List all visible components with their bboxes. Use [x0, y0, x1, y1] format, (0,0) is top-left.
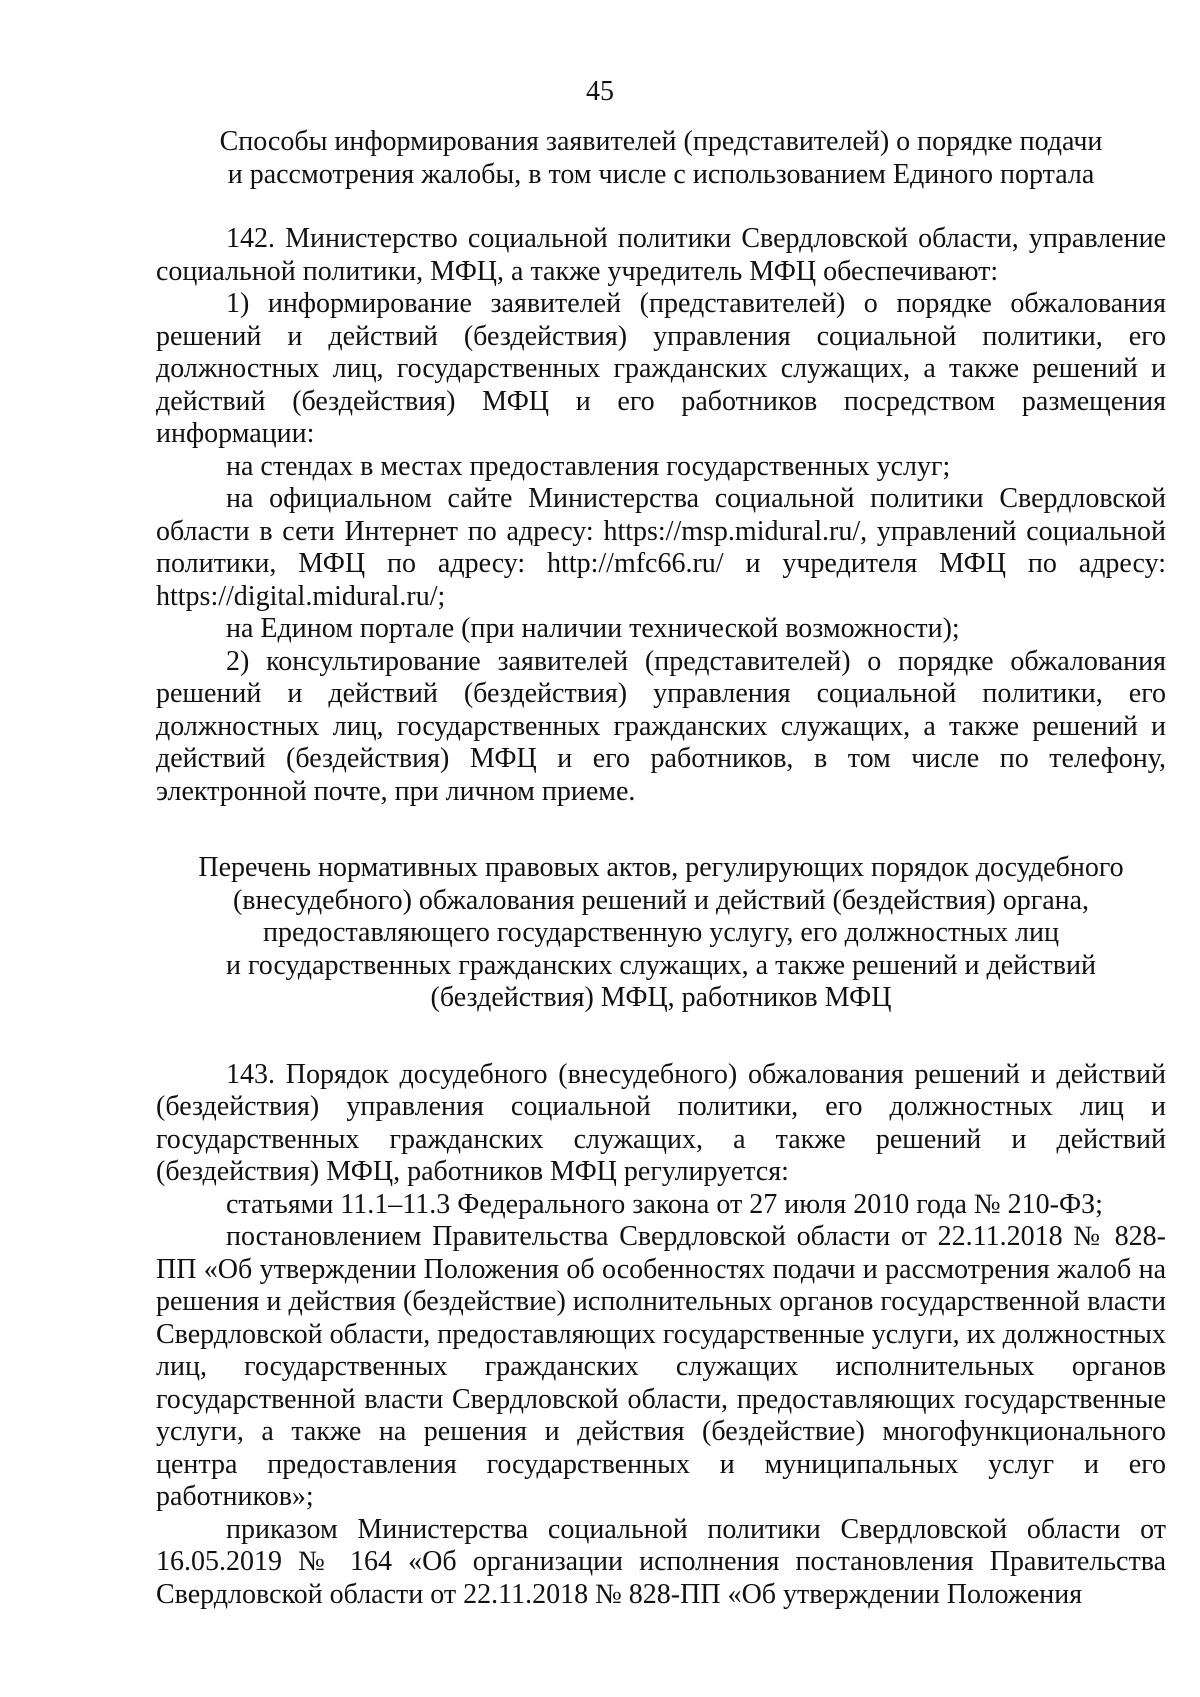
document-body	[156, 126, 1166, 1611]
heading-line: и рассмотрения жалобы, в том числе с использованием Единого портала	[227, 158, 1095, 190]
paragraph-federal-law: статьями 11.1–11.3 Федерального закона от 27 июля 2010 года № 210-ФЗ;	[226, 1188, 1103, 1220]
page-number: 45	[586, 76, 614, 107]
heading-line: (бездействия) МФЦ, работников МФЦ	[430, 982, 892, 1013]
paragraph-143: 143. Порядок досудебного (внесудебного) обжалования решений и действий (бездействия) управления социальной политики, его должностных лиц и государственных гражданских служащих, а также решений и действий (бездействия) МФЦ, работников МФЦ регулируется:	[156, 1058, 1166, 1187]
heading-line: Способы информирования заявителей (представителей) о порядке подачи	[219, 126, 1103, 157]
paragraph-websites: на официальном сайте Министерства социальной политики Свердловской области в сети Интернет по адресу: https://msp.midural.ru/, управлений социальной политики, МФЦ по адресу: http://mfc66.ru/ и учредителя МФЦ по адресу: https://digital.midural.ru/;	[156, 483, 1166, 612]
paragraph-stands: на стендах в местах предоставления государственных услуг;	[226, 450, 951, 482]
paragraph-item-2: 2) консультирование заявителей (представителей) о порядке обжалования решений и действий (бездействия) управления социальной политики, его должностных лиц, государственных гражданских служащих, а также решений и действий (бездействия) МФЦ и его работников, в том числе по телефону, электронной почте, при личном приеме.	[156, 645, 1166, 807]
paragraph-142: 142. Министерство социальной политики Свердловской области, управление социальной политики, МФЦ, а также учредитель МФЦ обеспечивают:	[156, 223, 1166, 287]
paragraph-item-1: 1) информирование заявителей (представителей) о порядке обжалования решений и действий (бездействия) управления социальной политики, его должностных лиц, государственных гражданских служащих, а также решений и действий (бездействия) МФЦ и его работников посредством размещения информации:	[156, 288, 1166, 449]
section-heading-legal-acts	[156, 852, 1166, 1015]
heading-line: Перечень нормативных правовых актов, регулирующих порядок досудебного	[198, 852, 1124, 883]
heading-line: предоставляющего государственную услугу, его должностных лиц	[263, 917, 1059, 948]
section-heading-complaint-info	[156, 126, 1166, 191]
paragraph-ministry-order: приказом Министерства социальной политики Свердловской области от 16.05.2019 № 164 «Об организации исполнения постановления Правительства Свердловской области от 22.11.2018 № 828-ПП «Об утверждении Положения	[156, 1513, 1166, 1610]
heading-line: и государственных гражданских служащих, а также решений и действий	[226, 949, 1096, 981]
paragraph-unified-portal: на Едином портале (при наличии технической возможности);	[226, 613, 960, 644]
paragraph-government-decree: постановлением Правительства Свердловской области от 22.11.2018 № 828-ПП «Об утверждении Положения об особенностях подачи и рассмотрения жалоб на решения и действия (бездействие) исполнительных органов государственной власти Свердловской области, предоставляющих государственные услуги, их должностных лиц, государственных гражданских служащих исполнительных органов государственной власти Свердловской области, предоставляющих государственные услуги, а также на решения и действия (бездействие) многофункционального центра предоставления государственных и муниципальных услуг и его работников»;	[156, 1221, 1166, 1512]
heading-line: (внесудебного) обжалования решений и действий (бездействия) органа,	[232, 884, 1090, 916]
